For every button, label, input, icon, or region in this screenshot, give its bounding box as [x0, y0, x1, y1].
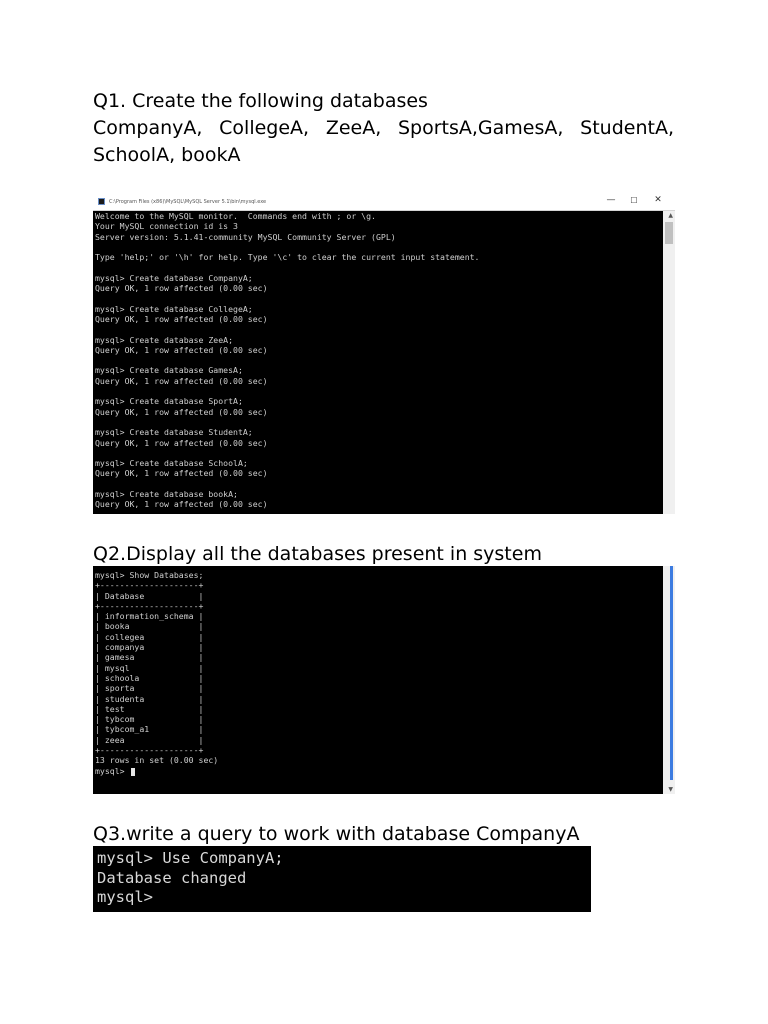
question-2-title: Q2.Display all the databases present in system: [93, 543, 542, 565]
console-output: Welcome to the MySQL monitor. Commands end with ; or \g. Your MySQL connection id is 3 Server version: 5.1.41-community MySQL Community Server (GPL) Type 'help;' or '\h' for help. Type '\c' to clear the current input statement. mysql> Create database CompanyA; Query OK, 1 row affected (0.00 sec) mysql> Create database CollegeA; Query OK, 1 row affected (0.00 sec) mysql> Create database ZeeA; Query OK, 1 row affected (0.00 sec) mysql> Create database GamesA; Query OK, 1 row affected (0.00 sec) mysql> Create database SportA; Query OK, 1 row affected (0.00 sec) mysql> Create database StudentA; Query OK, 1 row affected (0.00 sec) mysql> Create database SchoolA; Query OK, 1 row affected (0.00 sec) mysql> Create database bookA; Query OK, 1 row affected (0.00 sec): [95, 211, 480, 510]
question-1-database-list: CompanyA, CollegeA, ZeeA, SportsA,GamesA, StudentA, SchoolA, bookA: [93, 117, 674, 166]
console-output-text: mysql> Show Databases; +--------------------+ | Database | +--------------------+ | information_schema | | booka | | collegea | | companya | | gamesa | | mysql | | schoola | | sporta | | studenta | | test | | tybcom | | tybcom_a1 | | zeea | +--------------------+ 13 rows in set (0.00 sec): [95, 570, 219, 766]
scrollbar-thumb[interactable]: [670, 566, 673, 780]
window-titlebar: [93, 194, 675, 211]
vertical-scrollbar[interactable]: [663, 566, 675, 794]
minimize-icon[interactable]: —: [606, 195, 616, 205]
close-icon[interactable]: ✕: [654, 195, 662, 205]
console-app-icon: [98, 198, 105, 205]
text-cursor: [131, 768, 135, 776]
console-prompt[interactable]: mysql>: [95, 765, 130, 776]
scroll-down-icon[interactable]: ▼: [668, 786, 673, 793]
scrollbar-thumb[interactable]: [665, 222, 673, 244]
vertical-scrollbar[interactable]: [663, 211, 675, 514]
mysql-console-window-show-databases: [93, 566, 675, 794]
scroll-up-icon[interactable]: ▲: [668, 212, 673, 219]
mysql-console-window-use-database: [93, 846, 591, 912]
console-output: [95, 570, 218, 776]
maximize-icon[interactable]: ☐: [630, 196, 638, 205]
window-title: C:\Program Files (x86)\MySQL\MySQL Server 5.1\bin\mysql.exe: [109, 199, 267, 205]
console-output: mysql> Use CompanyA; Database changed mysql>: [97, 849, 284, 906]
question-1-title: Q1. Create the following databases: [93, 90, 428, 112]
mysql-console-window-create: [93, 194, 675, 514]
question-3-title: Q3.write a query to work with database CompanyA: [93, 823, 580, 845]
